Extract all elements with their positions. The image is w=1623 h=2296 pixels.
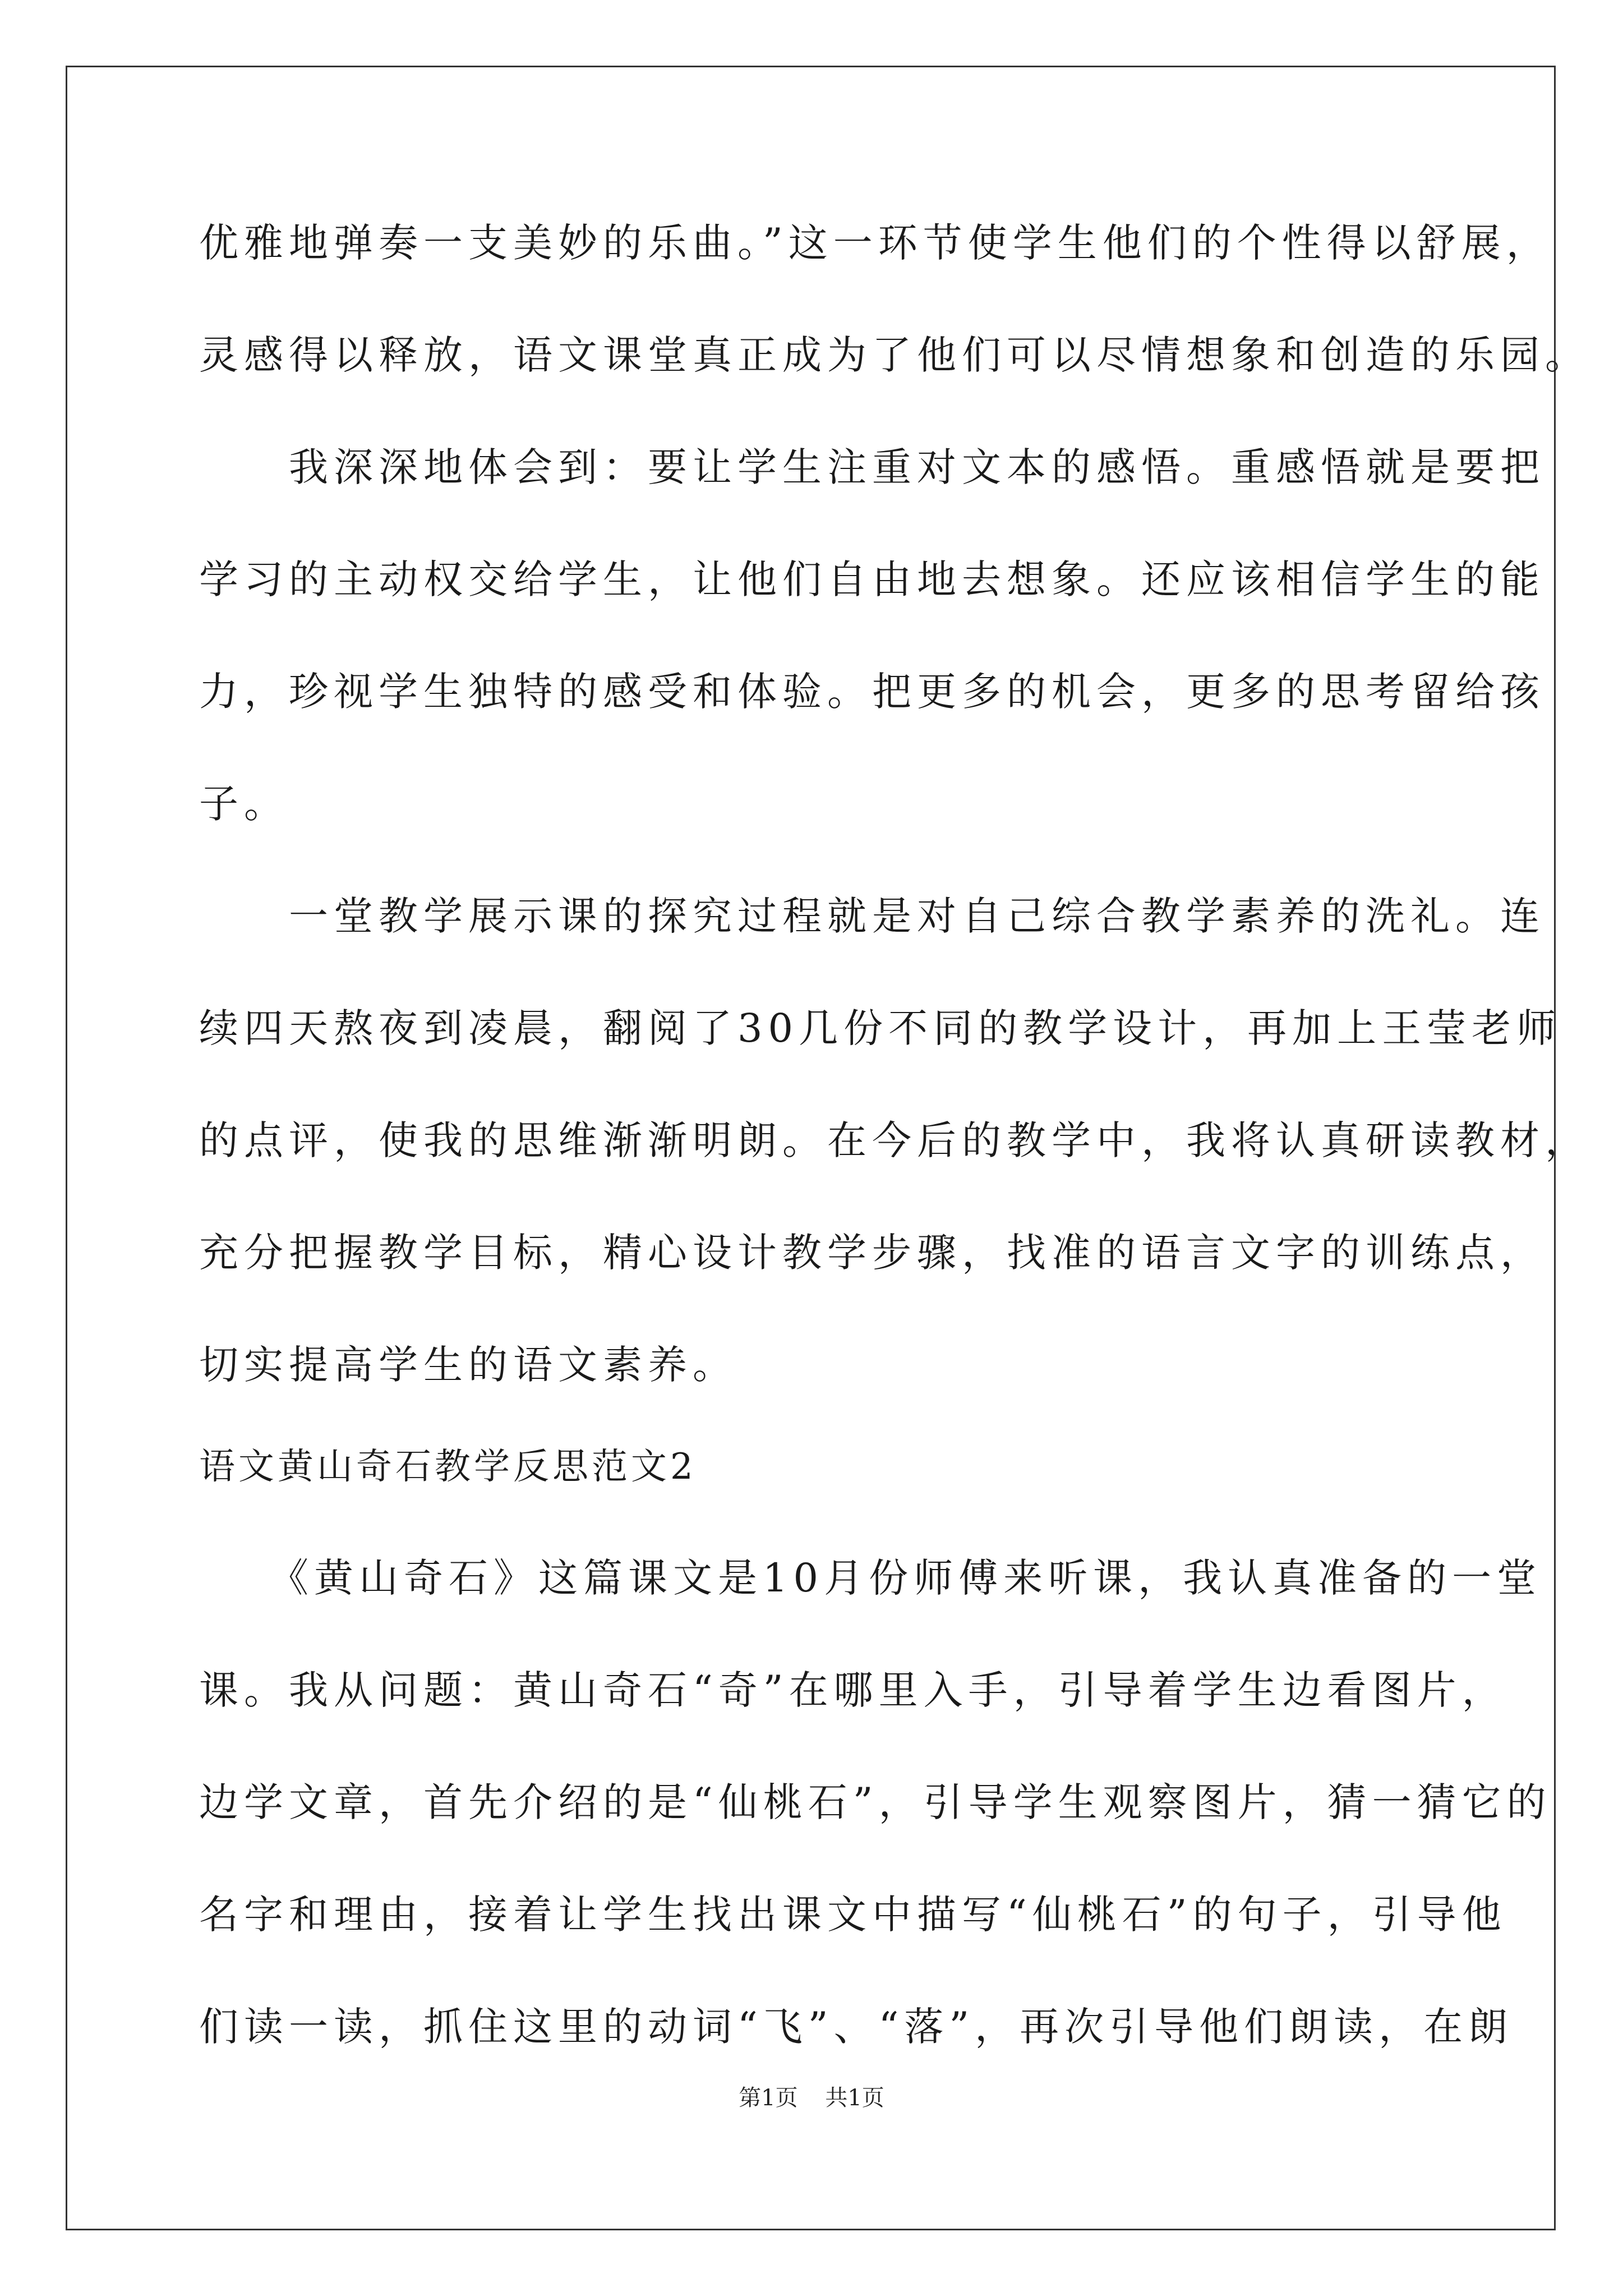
page-number: 第1页: [739, 2085, 798, 2111]
paragraph-line: 课。我从问题：黄山奇石“奇”在哪里入手，引导着学生边看图片，: [199, 1667, 1507, 1713]
paragraph-line: 子。: [199, 781, 289, 827]
paragraph-line: 续四天熬夜到凌晨，翻阅了30几份不同的教学设计，再加上王莹老师: [199, 1005, 1562, 1051]
page-total: 共1页: [825, 2085, 884, 2111]
page-footer: [0, 2081, 1623, 2115]
paragraph-line: 们读一读，抓住这里的动词“飞”、“落”，再次引导他们朗读，在朗: [199, 2004, 1514, 2050]
paragraph-line: 我深深地体会到：要让学生注重对文本的感悟。重感悟就是要把: [199, 444, 1545, 490]
paragraph-line: 《黄山奇石》这篇课文是10月份师傅来听课，我认真准备的一堂: [199, 1555, 1542, 1601]
section-heading: 语文黄山奇石教学反思范文2: [199, 1446, 697, 1488]
paragraph-line: 力，珍视学生独特的感受和体验。把更多的机会，更多的思考留给孩: [199, 669, 1545, 715]
paragraph-line: 优雅地弹奏一支美妙的乐曲。”这一环节使学生他们的个性得以舒展，: [199, 220, 1551, 266]
paragraph-line: 一堂教学展示课的探究过程就是对自己综合教学素养的洗礼。连: [199, 893, 1545, 939]
paragraph-line: 切实提高学生的语文素养。: [199, 1342, 737, 1388]
paragraph-line: 灵感得以释放，语文课堂真正成为了他们可以尽情想象和创造的乐园。: [199, 332, 1590, 378]
paragraph-line: 学习的主动权交给学生，让他们自由地去想象。还应该相信学生的能: [199, 556, 1545, 602]
paragraph-line: 名字和理由，接着让学生找出课文中描写“仙桃石”的句子，引导他: [199, 1892, 1507, 1938]
paragraph-line: 边学文章，首先介绍的是“仙桃石”，引导学生观察图片，猜一猜它的: [199, 1779, 1552, 1825]
paragraph-line: 的点评，使我的思维渐渐明朗。在今后的教学中，我将认真研读教材，: [199, 1117, 1590, 1163]
paragraph-line: 充分把握教学目标，精心设计教学步骤，找准的语言文字的训练点，: [199, 1230, 1545, 1276]
